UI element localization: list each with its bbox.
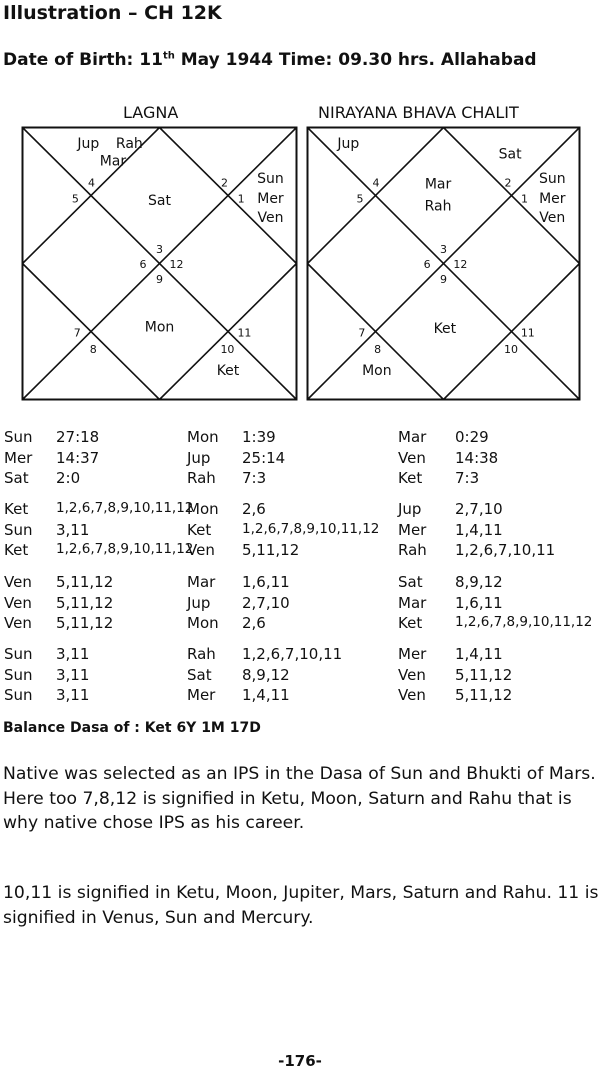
- significator-planet: Ven: [187, 541, 215, 559]
- planet-degree: 7:3: [242, 469, 267, 487]
- significator-planet: Ven: [4, 593, 32, 612]
- sign-number: 11: [520, 326, 535, 340]
- significator-houses: 5,11,12: [56, 573, 114, 591]
- significator-planet: Mar: [187, 573, 216, 591]
- sign-number: 4: [372, 176, 380, 190]
- paragraph-1: Native was selected as an IPS in the Dasa of Sun and Bhukti of Mars. Here too 7,8,12 is signified in Ketu, Moon, Saturn and Rahu that is why native chose IPS as his career.: [3, 764, 596, 833]
- significator-houses: 2,6: [242, 500, 266, 518]
- planet-label: Jup: [337, 135, 360, 152]
- planet-label: Sun: [538, 171, 566, 188]
- significator-planet: Mar: [398, 593, 427, 612]
- significator-planet: Mer: [398, 645, 427, 663]
- significator-houses: 1,6,11: [242, 573, 290, 591]
- significator-houses: 5,11,12: [242, 541, 300, 559]
- planet-name: Mar: [398, 428, 427, 446]
- planet-name: Jup: [187, 448, 211, 467]
- planet-label: Mar: [99, 153, 127, 170]
- sign-number: 10: [220, 342, 235, 356]
- sign-number: 9: [440, 272, 447, 286]
- planet-label: Mer: [539, 190, 566, 207]
- significator-houses: 1,2,6,7,10,11: [455, 541, 556, 559]
- page-title: Illustration – CH 12K: [3, 2, 222, 24]
- planet-name: Sun: [4, 428, 33, 446]
- planet-label: Ket: [216, 362, 240, 379]
- significator-planet: Ven: [4, 573, 32, 591]
- significator-houses: 2,6: [242, 614, 266, 632]
- significator-houses: 1,2,6,7,8,9,10,11,12: [242, 520, 380, 537]
- significator-houses: 1,6,11: [455, 593, 503, 612]
- significator-planet: Mer: [398, 520, 427, 539]
- significator-planet: Ven: [398, 686, 426, 704]
- sign-number: 12: [453, 257, 468, 271]
- dob-suffix: May 1944 Time: 09.30 hrs. Allahabad: [174, 50, 537, 70]
- planet-degree: 25:14: [242, 448, 286, 467]
- significator-houses: 3,11: [56, 665, 90, 684]
- significator-planet: Jup: [187, 593, 211, 612]
- sign-number: 7: [73, 326, 81, 340]
- planet-label: Sat: [498, 146, 522, 163]
- significator-planet: Ket: [4, 500, 29, 518]
- sign-number: 8: [89, 342, 97, 356]
- significator-planet: Sat: [187, 665, 212, 684]
- planet-degree: 0:29: [455, 428, 489, 446]
- balance-dasa: Balance Dasa of : Ket 6Y 1M 17D: [3, 720, 261, 736]
- significator-planet: Sun: [4, 645, 33, 663]
- significator-planet: Ket: [187, 520, 212, 539]
- planet-name: Sat: [4, 469, 29, 487]
- planet-degree: 7:3: [455, 469, 480, 487]
- significator-planet: Sun: [4, 520, 33, 539]
- sign-number: 4: [88, 176, 96, 190]
- significator-houses: 1,2,6,7,8,9,10,11,12: [56, 541, 194, 557]
- significator-houses: 1,2,6,7,8,9,10,11,12: [56, 500, 194, 516]
- planet-name: Ven: [398, 448, 426, 467]
- planet-degree: 27:18: [56, 428, 100, 446]
- sign-number: 1: [237, 192, 245, 206]
- significator-planet: Rah: [187, 645, 216, 663]
- sign-number: 12: [169, 257, 184, 271]
- significator-houses: 5,11,12: [455, 686, 513, 704]
- planet-label: Sat: [148, 192, 171, 209]
- planet-label: Mer: [257, 190, 284, 207]
- planet-degree: 14:38: [455, 448, 499, 467]
- planet-name: Ket: [398, 469, 423, 487]
- sign-number: 1: [521, 192, 529, 206]
- significator-planet: Ven: [398, 665, 426, 684]
- lagna-chart-title: LAGNA: [123, 103, 179, 122]
- significator-houses: 2,7,10: [455, 500, 503, 518]
- significator-planet: Ket: [4, 541, 29, 559]
- planet-label: Rah: [115, 135, 143, 152]
- significator-houses: 8,9,12: [455, 573, 503, 591]
- significator-planet: Ven: [4, 614, 32, 632]
- sign-number: 8: [374, 342, 382, 356]
- sign-number: 5: [356, 192, 364, 206]
- sign-number: 6: [139, 257, 147, 271]
- sign-number: 7: [358, 326, 366, 340]
- dob-ordinal: th: [162, 50, 175, 62]
- planet-label: Mon: [144, 319, 175, 336]
- planet-label: Ven: [257, 209, 284, 226]
- significator-houses: 5,11,12: [56, 593, 114, 612]
- sign-number: 9: [156, 272, 163, 286]
- planet-label: Rah: [424, 198, 452, 215]
- significator-planet: Mer: [187, 686, 216, 704]
- planet-label: Jup: [77, 135, 100, 152]
- significator-houses: 5,11,12: [455, 665, 513, 684]
- sign-number: 2: [220, 176, 228, 190]
- significator-planet: Rah: [398, 541, 427, 559]
- significator-houses: 5,11,12: [56, 614, 114, 632]
- sign-number: 6: [423, 257, 431, 271]
- significator-planet: Sun: [4, 665, 33, 684]
- planet-degree: 2:0: [56, 469, 81, 487]
- significator-planet: Mon: [187, 614, 219, 632]
- sign-number: 3: [440, 242, 447, 256]
- significator-planet: Ket: [398, 614, 423, 632]
- planet-name: Mer: [4, 448, 33, 467]
- significator-houses: 3,11: [56, 520, 90, 539]
- planet-degree: 14:37: [56, 448, 100, 467]
- paragraph-2: 10,11 is signified in Ketu, Moon, Jupiter, Mars, Saturn and Rahu. 11 is signified in Venus, Sun and Mercury.: [3, 883, 599, 928]
- bhava-chart-title: NIRAYANA BHAVA CHALIT: [318, 103, 519, 122]
- significator-planet: Sun: [4, 686, 33, 704]
- significator-houses: 3,11: [56, 686, 90, 704]
- significator-planet: Sat: [398, 573, 423, 591]
- significator-planet: Jup: [398, 500, 422, 518]
- planet-label: Mon: [362, 362, 392, 379]
- sign-number: 2: [504, 176, 512, 190]
- planet-name: Mon: [187, 428, 219, 446]
- significator-houses: 1,4,11: [455, 520, 503, 539]
- dob-prefix: Date of Birth: 11: [3, 50, 163, 70]
- significator-planet: Mon: [187, 500, 219, 518]
- planet-label: Sun: [257, 171, 284, 188]
- significator-houses: 1,2,6,7,10,11: [242, 645, 343, 663]
- significator-houses: 8,9,12: [242, 665, 290, 684]
- significator-houses: 1,2,6,7,8,9,10,11,12: [455, 614, 593, 630]
- significator-houses: 2,7,10: [242, 593, 290, 612]
- significator-houses: 3,11: [56, 645, 90, 663]
- page-number: -176-: [278, 1052, 322, 1070]
- sign-number: 3: [156, 242, 163, 256]
- sign-number: 10: [503, 342, 518, 356]
- planet-label: Mar: [424, 176, 452, 193]
- sign-number: 11: [237, 326, 252, 340]
- planet-name: Rah: [187, 469, 216, 487]
- planet-label: Ven: [539, 209, 566, 226]
- significator-houses: 1,4,11: [455, 645, 503, 663]
- planet-label: Ket: [433, 320, 457, 337]
- sign-number: 5: [71, 192, 79, 206]
- significator-houses: 1,4,11: [242, 686, 290, 704]
- planet-degree: 1:39: [242, 428, 276, 446]
